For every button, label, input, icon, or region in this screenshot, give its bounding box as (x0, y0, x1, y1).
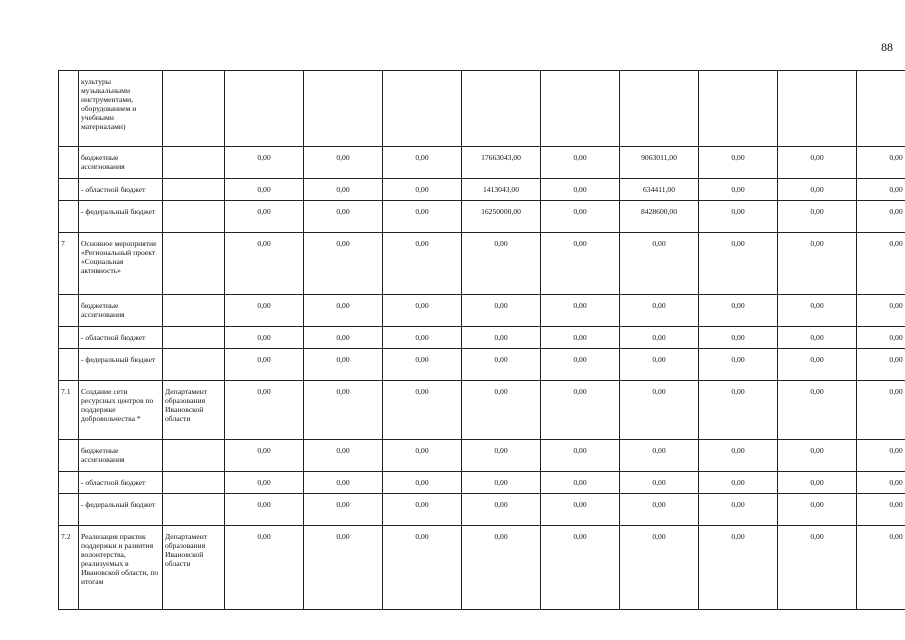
value-cell: 634411,00 (620, 179, 699, 201)
value-cell: 0,00 (225, 440, 304, 472)
value-cell: 0,00 (304, 233, 383, 295)
row-name: Основное мероприятие «Региональный проект «Социальная активность» (79, 233, 163, 295)
row-name: бюджетные ассигнования (79, 440, 163, 472)
row-name: - федеральный бюджет (79, 201, 163, 233)
table-row (59, 494, 905, 526)
value-cell: 0,00 (620, 472, 699, 494)
value-cell: 0,00 (699, 201, 778, 233)
row-executor (163, 295, 225, 327)
row-index (59, 147, 79, 179)
value-cell: 0,00 (857, 526, 905, 610)
row-index (59, 295, 79, 327)
table-row (59, 381, 905, 440)
value-cell: 0,00 (699, 147, 778, 179)
value-cell (383, 71, 462, 147)
value-cell: 0,00 (778, 295, 857, 327)
table-row (59, 147, 905, 179)
value-cell: 9063011,00 (620, 147, 699, 179)
value-cell: 0,00 (541, 295, 620, 327)
row-name: - областной бюджет (79, 472, 163, 494)
row-executor (163, 233, 225, 295)
row-index (59, 349, 79, 381)
value-cell: 0,00 (857, 179, 905, 201)
value-cell: 0,00 (699, 233, 778, 295)
value-cell: 0,00 (778, 472, 857, 494)
value-cell: 0,00 (699, 327, 778, 349)
row-executor (163, 472, 225, 494)
value-cell: 0,00 (620, 381, 699, 440)
row-executor (163, 71, 225, 147)
value-cell: 0,00 (857, 233, 905, 295)
value-cell: 0,00 (462, 327, 541, 349)
page-number: 88 (881, 40, 893, 54)
row-executor: Департамент образования Ивановской области (163, 526, 225, 610)
value-cell (304, 71, 383, 147)
value-cell: 0,00 (225, 349, 304, 381)
value-cell: 0,00 (778, 526, 857, 610)
value-cell (857, 71, 905, 147)
row-executor (163, 440, 225, 472)
value-cell: 0,00 (462, 494, 541, 526)
value-cell: 0,00 (699, 381, 778, 440)
row-index (59, 494, 79, 526)
value-cell: 0,00 (462, 440, 541, 472)
row-name: бюджетные ассигнования (79, 147, 163, 179)
value-cell: 0,00 (462, 349, 541, 381)
value-cell: 0,00 (541, 201, 620, 233)
table-row (59, 233, 905, 295)
value-cell: 0,00 (383, 440, 462, 472)
value-cell: 0,00 (541, 494, 620, 526)
value-cell: 0,00 (699, 526, 778, 610)
value-cell: 0,00 (304, 179, 383, 201)
row-index: 7.1 (59, 381, 79, 440)
row-index (59, 201, 79, 233)
value-cell: 0,00 (383, 381, 462, 440)
value-cell: 0,00 (620, 526, 699, 610)
value-cell: 0,00 (699, 295, 778, 327)
row-name: Реализация практик поддержки и развития волонтерства, реализуемых в Ивановской области, по итогам (79, 526, 163, 610)
value-cell: 0,00 (225, 201, 304, 233)
value-cell: 0,00 (541, 472, 620, 494)
value-cell: 0,00 (541, 179, 620, 201)
table-row (59, 201, 905, 233)
budget-table (58, 70, 905, 610)
table-row (59, 179, 905, 201)
value-cell: 0,00 (620, 349, 699, 381)
value-cell: 0,00 (225, 494, 304, 526)
value-cell: 0,00 (857, 147, 905, 179)
value-cell: 0,00 (225, 233, 304, 295)
value-cell: 0,00 (857, 440, 905, 472)
value-cell: 0,00 (383, 201, 462, 233)
table-row (59, 349, 905, 381)
value-cell: 0,00 (778, 494, 857, 526)
value-cell: 0,00 (304, 472, 383, 494)
row-name: культуры музыкальными инструментами, оборудованием и учебными материалами) (79, 71, 163, 147)
value-cell: 0,00 (304, 201, 383, 233)
row-index: 7.2 (59, 526, 79, 610)
value-cell: 0,00 (304, 381, 383, 440)
row-executor (163, 201, 225, 233)
value-cell: 0,00 (225, 472, 304, 494)
table-row (59, 327, 905, 349)
row-executor (163, 147, 225, 179)
value-cell: 0,00 (383, 179, 462, 201)
row-name: Создание сети ресурсных центров по поддержке добровольчества * (79, 381, 163, 440)
row-name: - федеральный бюджет (79, 349, 163, 381)
value-cell: 0,00 (778, 349, 857, 381)
value-cell: 0,00 (462, 295, 541, 327)
table-row (59, 295, 905, 327)
value-cell: 0,00 (541, 440, 620, 472)
value-cell: 0,00 (383, 233, 462, 295)
value-cell: 0,00 (541, 381, 620, 440)
value-cell: 0,00 (699, 494, 778, 526)
value-cell: 0,00 (857, 472, 905, 494)
row-executor (163, 494, 225, 526)
row-executor: Департамент образования Ивановской области (163, 381, 225, 440)
value-cell: 0,00 (857, 295, 905, 327)
value-cell: 0,00 (225, 147, 304, 179)
row-index (59, 440, 79, 472)
row-index (59, 327, 79, 349)
row-name: - областной бюджет (79, 179, 163, 201)
value-cell: 16250000,00 (462, 201, 541, 233)
row-index (59, 179, 79, 201)
value-cell: 0,00 (383, 295, 462, 327)
value-cell: 0,00 (541, 233, 620, 295)
value-cell: 1413043,00 (462, 179, 541, 201)
value-cell: 0,00 (541, 147, 620, 179)
value-cell: 0,00 (383, 494, 462, 526)
value-cell: 0,00 (620, 233, 699, 295)
value-cell: 0,00 (778, 147, 857, 179)
value-cell: 0,00 (225, 179, 304, 201)
value-cell: 0,00 (304, 526, 383, 610)
value-cell: 0,00 (857, 349, 905, 381)
value-cell: 0,00 (699, 349, 778, 381)
value-cell: 0,00 (383, 526, 462, 610)
value-cell: 0,00 (383, 147, 462, 179)
value-cell: 8428600,00 (620, 201, 699, 233)
value-cell (462, 71, 541, 147)
value-cell: 17663043,00 (462, 147, 541, 179)
value-cell: 0,00 (699, 440, 778, 472)
table-row (59, 71, 905, 147)
row-executor (163, 327, 225, 349)
value-cell: 0,00 (225, 381, 304, 440)
value-cell: 0,00 (620, 440, 699, 472)
value-cell: 0,00 (462, 381, 541, 440)
value-cell: 0,00 (225, 526, 304, 610)
row-name: - областной бюджет (79, 327, 163, 349)
value-cell: 0,00 (857, 201, 905, 233)
value-cell (225, 71, 304, 147)
value-cell: 0,00 (304, 147, 383, 179)
value-cell: 0,00 (462, 526, 541, 610)
value-cell: 0,00 (778, 327, 857, 349)
row-name: бюджетные ассигнования (79, 295, 163, 327)
value-cell: 0,00 (304, 295, 383, 327)
value-cell: 0,00 (541, 526, 620, 610)
row-executor (163, 349, 225, 381)
value-cell: 0,00 (541, 327, 620, 349)
value-cell: 0,00 (620, 327, 699, 349)
value-cell: 0,00 (699, 179, 778, 201)
value-cell: 0,00 (857, 327, 905, 349)
value-cell: 0,00 (857, 494, 905, 526)
value-cell (541, 71, 620, 147)
table-row (59, 440, 905, 472)
value-cell: 0,00 (383, 349, 462, 381)
value-cell (778, 71, 857, 147)
value-cell: 0,00 (778, 381, 857, 440)
value-cell: 0,00 (857, 381, 905, 440)
value-cell: 0,00 (778, 201, 857, 233)
value-cell (699, 71, 778, 147)
value-cell: 0,00 (304, 440, 383, 472)
value-cell (620, 71, 699, 147)
value-cell: 0,00 (304, 349, 383, 381)
table-row (59, 526, 905, 610)
value-cell: 0,00 (462, 472, 541, 494)
value-cell: 0,00 (778, 440, 857, 472)
value-cell: 0,00 (699, 472, 778, 494)
value-cell: 0,00 (225, 295, 304, 327)
value-cell: 0,00 (620, 295, 699, 327)
value-cell: 0,00 (462, 233, 541, 295)
value-cell: 0,00 (304, 327, 383, 349)
value-cell: 0,00 (778, 233, 857, 295)
value-cell: 0,00 (225, 327, 304, 349)
value-cell: 0,00 (304, 494, 383, 526)
row-index (59, 472, 79, 494)
row-index: 7 (59, 233, 79, 295)
value-cell: 0,00 (778, 179, 857, 201)
value-cell: 0,00 (541, 349, 620, 381)
row-name: - федеральный бюджет (79, 494, 163, 526)
row-index (59, 71, 79, 147)
row-executor (163, 179, 225, 201)
value-cell: 0,00 (383, 327, 462, 349)
value-cell: 0,00 (620, 494, 699, 526)
table-row (59, 472, 905, 494)
value-cell: 0,00 (383, 472, 462, 494)
